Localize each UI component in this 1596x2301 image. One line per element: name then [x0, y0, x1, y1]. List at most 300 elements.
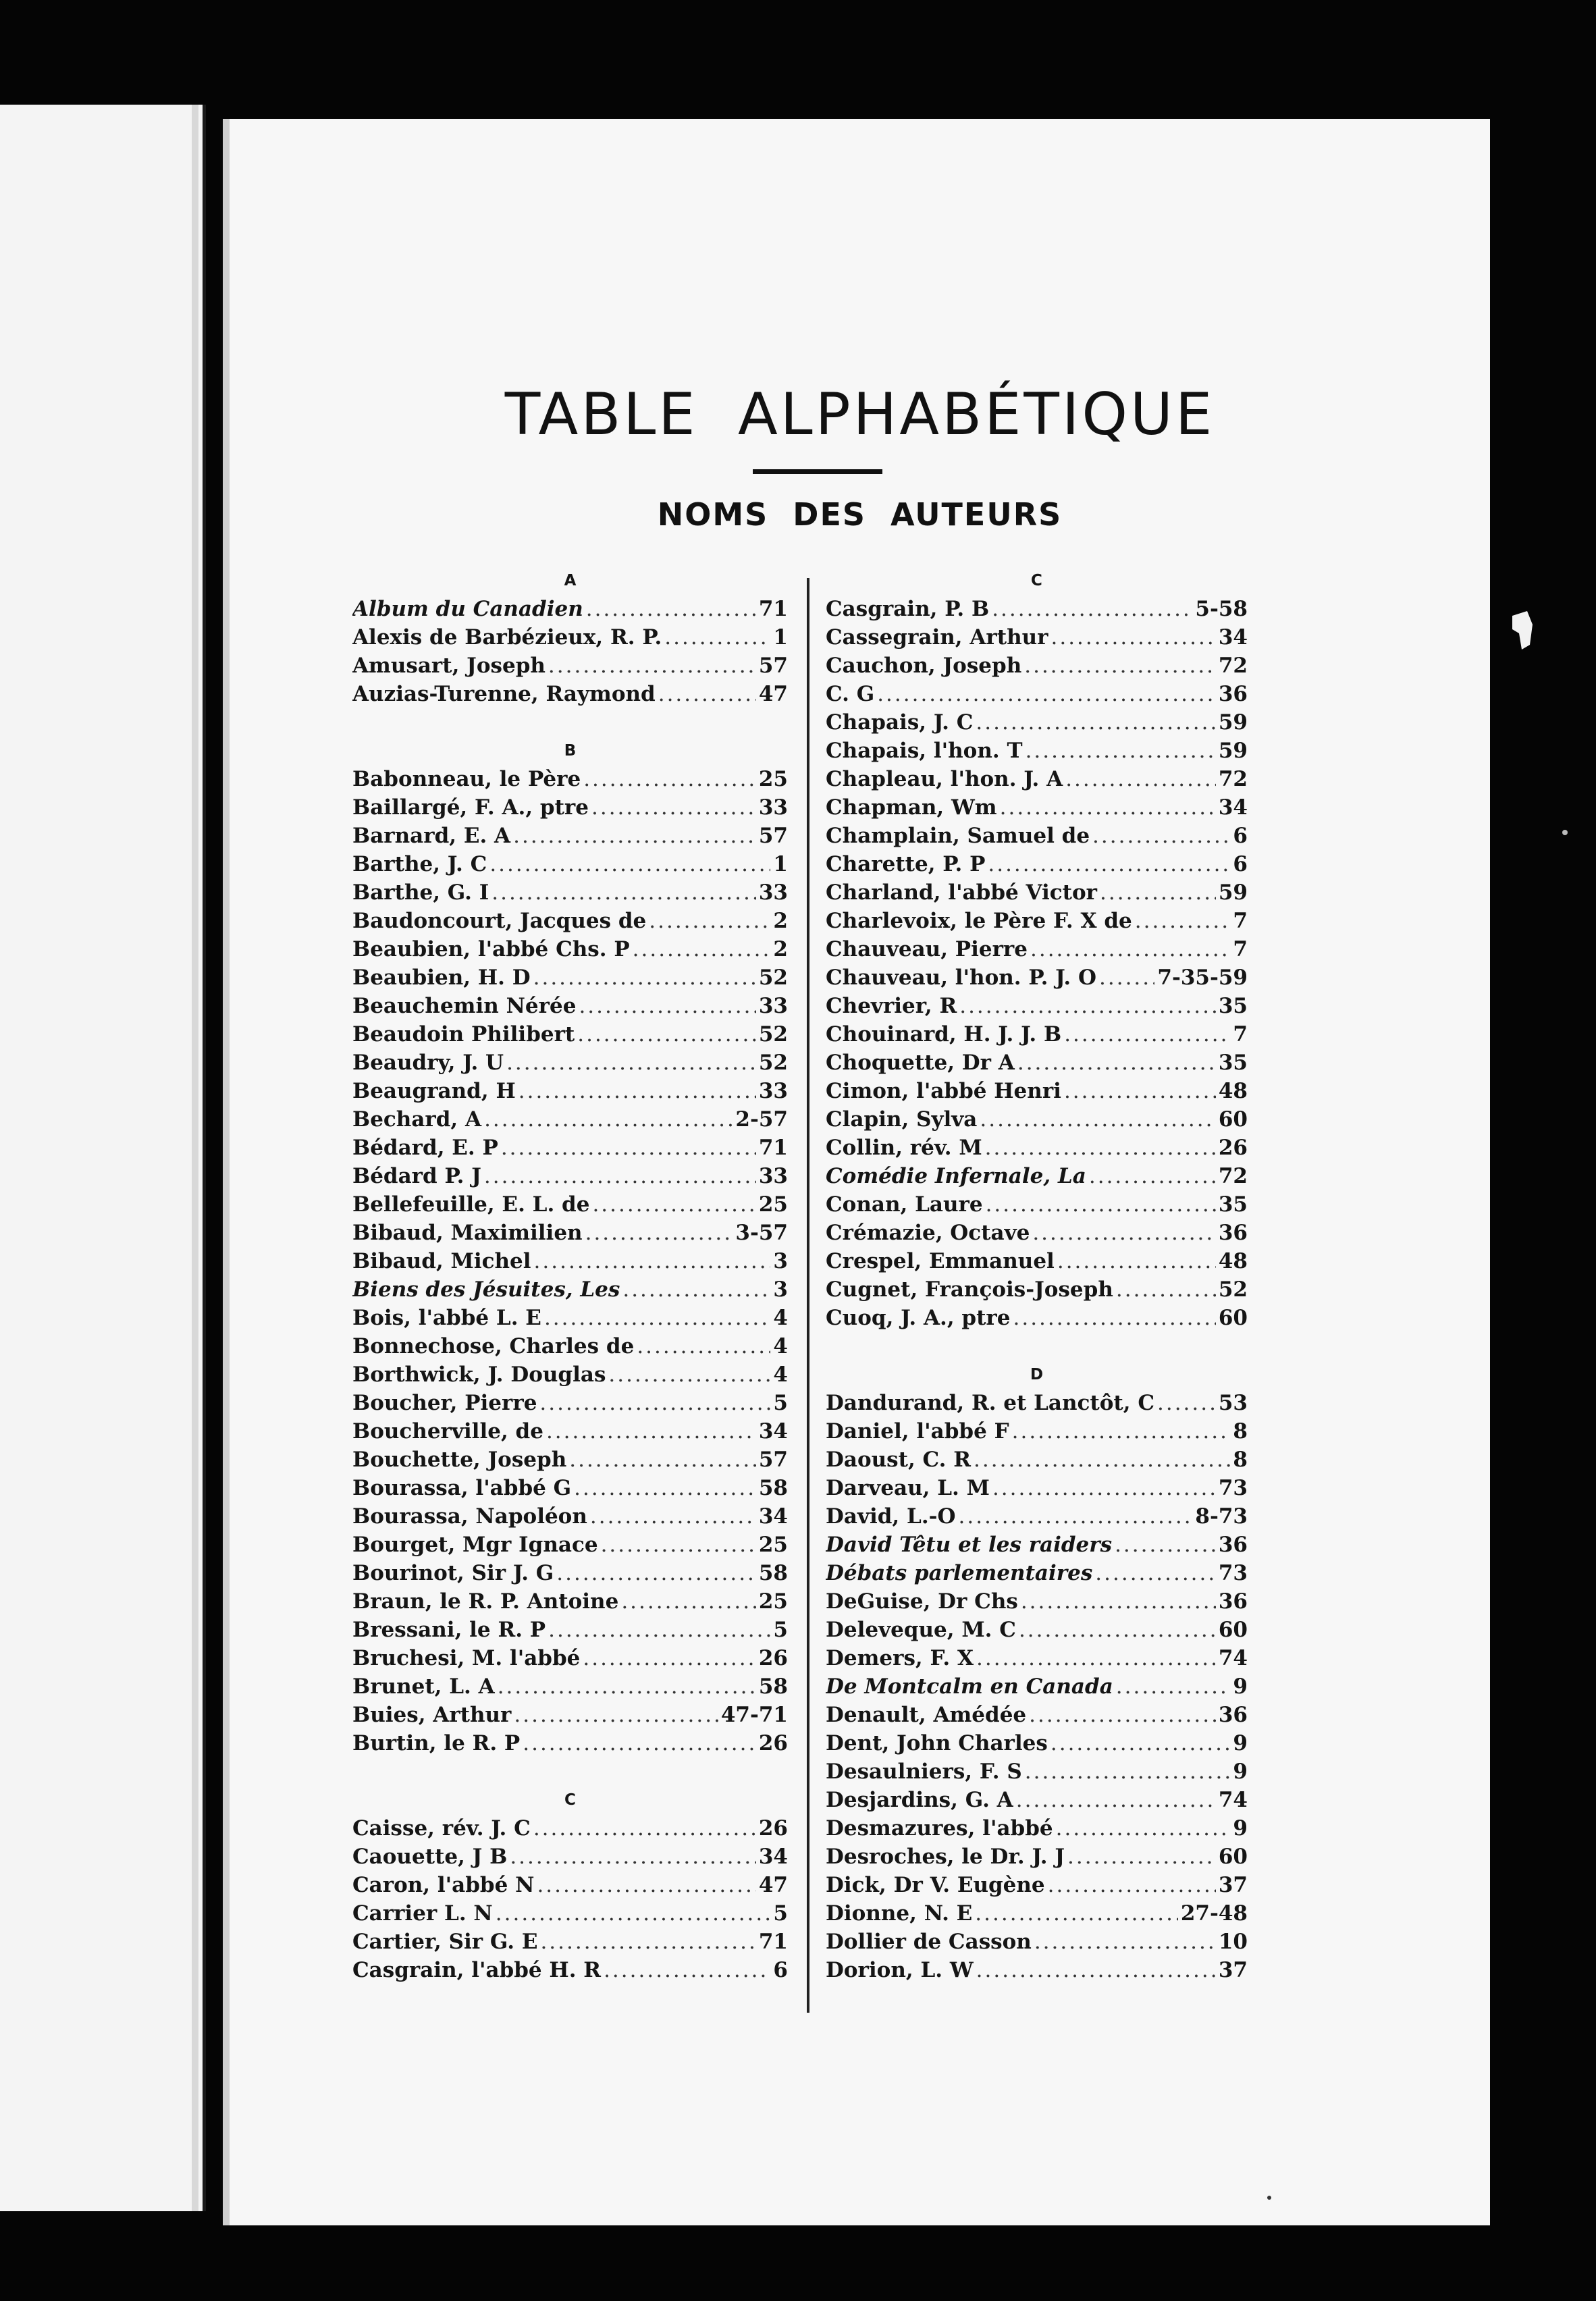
author-name: Bourassa, l'abbé G [352, 1476, 572, 1500]
author-name: Dick, Dr V. Eugène [826, 1873, 1045, 1897]
section-gap [826, 1332, 1248, 1360]
author-name: Daoust, C. R [826, 1448, 972, 1472]
document-page [223, 119, 1490, 2225]
index-entry [352, 1077, 788, 1105]
index-entry [352, 1360, 788, 1389]
dot-leader [548, 652, 756, 680]
author-name: Desroches, le Dr. J. J [826, 1845, 1065, 1869]
author-name: Bellefeuille, E. L. de [352, 1192, 590, 1217]
dot-leader [484, 1105, 733, 1134]
page-number: 34 [758, 1845, 788, 1869]
dot-leader [959, 992, 1216, 1020]
index-entry [352, 1332, 788, 1360]
index-entry [352, 822, 788, 850]
author-name: Bressani, le R. P [352, 1618, 546, 1642]
dot-leader [976, 1956, 1216, 1984]
page-number: 34 [758, 1504, 788, 1529]
dot-leader [1064, 1020, 1230, 1049]
author-name: Charette, P. P [826, 852, 986, 876]
index-entry [826, 1162, 1248, 1190]
dot-leader [1016, 1786, 1216, 1814]
dot-leader [1095, 1559, 1216, 1587]
index-entry [826, 1644, 1248, 1672]
author-name: Daniel, l'abbé F [826, 1419, 1009, 1444]
page-number: 71 [758, 1930, 788, 1954]
dot-leader [980, 1105, 1215, 1134]
dot-leader [992, 1474, 1216, 1502]
dot-leader [501, 1134, 756, 1162]
index-entry [826, 1077, 1248, 1105]
author-name: Bibaud, Maximilien [352, 1221, 583, 1245]
page-number: 2 [773, 937, 788, 961]
dot-leader [539, 1389, 770, 1417]
index-entry [826, 1417, 1248, 1446]
page-number: 2-57 [735, 1107, 788, 1132]
section-gap [352, 1757, 788, 1786]
author-name: Bechard, A [352, 1107, 482, 1132]
page-number: 48 [1218, 1249, 1248, 1273]
author-name: De Montcalm en Canada [826, 1674, 1113, 1699]
dot-leader [622, 1275, 770, 1304]
index-entry [352, 1134, 788, 1162]
page-number: 35 [1218, 1192, 1248, 1217]
page-number: 27-48 [1180, 1901, 1248, 1926]
index-entry [352, 963, 788, 992]
author-name: Deleveque, M. C [826, 1618, 1016, 1642]
author-name: Barthe, J. C [352, 852, 487, 876]
index-entry [826, 1928, 1248, 1956]
index-entry [826, 935, 1248, 963]
dot-leader [1025, 1757, 1231, 1786]
index-entry [352, 1247, 788, 1275]
index-entry [352, 1559, 788, 1587]
page-number: 8 [1233, 1448, 1248, 1472]
page-number: 7-35-59 [1157, 966, 1248, 990]
index-entry [352, 1871, 788, 1899]
dot-leader [533, 963, 756, 992]
dot-leader [548, 1616, 770, 1644]
page-number: 7 [1233, 1022, 1248, 1047]
author-name: Chapais, l'hon. T [826, 739, 1023, 763]
page-number: 36 [1218, 1533, 1248, 1557]
section-letter: C [564, 1791, 576, 1809]
author-name: Chauveau, l'hon. P. J. O [826, 966, 1097, 990]
dot-leader [1089, 1162, 1216, 1190]
dot-leader [1026, 737, 1216, 765]
index-entry [826, 907, 1248, 935]
author-name: Burtin, le R. P [352, 1731, 521, 1755]
index-entry [826, 963, 1248, 992]
author-name: Auzias-Turenne, Raymond [352, 682, 656, 706]
page-number: 33 [758, 994, 788, 1018]
author-name: Biens des Jésuites, Les [352, 1277, 620, 1302]
index-entry [826, 850, 1248, 878]
index-entry [352, 1020, 788, 1049]
index-entry [826, 1247, 1248, 1275]
index-entry [352, 1843, 788, 1871]
page-number: 47 [758, 1873, 788, 1897]
author-name: Débats parlementaires [826, 1561, 1093, 1585]
index-entry [352, 1502, 788, 1531]
dot-leader [513, 822, 756, 850]
page-number: 5-58 [1195, 597, 1248, 621]
dot-leader [484, 1162, 756, 1190]
column-divider [807, 578, 809, 2013]
author-name: Cugnet, François-Joseph [826, 1277, 1113, 1302]
author-name: Album du Canadien [352, 597, 583, 621]
page-number: 36 [1218, 1703, 1248, 1727]
dot-leader [489, 850, 770, 878]
author-name: Bruchesi, M. l'abbé [352, 1646, 581, 1670]
page-number: 9 [1233, 1731, 1248, 1755]
author-name: Desaulniers, F. S [826, 1760, 1022, 1784]
page-number: 74 [1218, 1646, 1248, 1670]
page-number: 33 [758, 1164, 788, 1188]
dot-leader [491, 878, 756, 907]
dot-leader [1115, 1531, 1216, 1559]
dot-leader [506, 1049, 756, 1077]
dot-leader [1012, 1417, 1231, 1446]
page-number: 72 [1218, 1164, 1248, 1188]
dot-leader [958, 1502, 1192, 1531]
author-name: Collin, rév. M [826, 1136, 982, 1160]
page-number: 9 [1233, 1760, 1248, 1784]
author-name: Bourget, Mgr Ignace [352, 1533, 598, 1557]
page-number: 58 [758, 1561, 788, 1585]
index-entry [352, 1190, 788, 1219]
dot-leader [523, 1729, 756, 1757]
dot-leader [1034, 1928, 1216, 1956]
author-name: Conan, Laure [826, 1192, 983, 1217]
dot-leader [637, 1332, 770, 1360]
dot-leader [1135, 907, 1231, 935]
dot-leader [1032, 1219, 1216, 1247]
page-number: 5 [773, 1391, 788, 1415]
index-entry [826, 1729, 1248, 1757]
author-name: Charlevoix, le Père F. X de [826, 909, 1132, 933]
index-entry [826, 793, 1248, 822]
index-entry [826, 1843, 1248, 1871]
page-number: 57 [758, 654, 788, 678]
author-name: Casgrain, P. B [826, 597, 990, 621]
dot-leader [1056, 1814, 1231, 1843]
author-name: Comédie Infernale, La [826, 1164, 1086, 1188]
author-name: Bourassa, Napoléon [352, 1504, 587, 1529]
page-number: 1 [773, 852, 788, 876]
dot-leader [514, 1701, 718, 1729]
author-name: Baudoncourt, Jacques de [352, 909, 647, 933]
index-entry [352, 1644, 788, 1672]
dot-leader [583, 1644, 756, 1672]
dot-leader [1116, 1275, 1216, 1304]
page-number: 35 [1218, 994, 1248, 1018]
dot-leader [974, 1446, 1230, 1474]
page-number: 10 [1218, 1930, 1248, 1954]
dot-leader [498, 1672, 756, 1701]
dot-leader [583, 765, 756, 793]
page-number: 4 [773, 1363, 788, 1387]
page-number: 59 [1218, 710, 1248, 735]
page-number: 25 [758, 1589, 788, 1614]
dot-leader [992, 595, 1192, 623]
page-number: 48 [1218, 1079, 1248, 1103]
author-name: Beaudoin Philibert [352, 1022, 575, 1047]
author-name: Brunet, L. A [352, 1674, 495, 1699]
page-number: 60 [1218, 1845, 1248, 1869]
author-name: Bouchette, Joseph [352, 1448, 567, 1472]
page-number: 9 [1233, 1816, 1248, 1841]
page-number: 26 [758, 1731, 788, 1755]
dot-leader [1017, 1049, 1216, 1077]
author-name: Bédard, E. P [352, 1136, 498, 1160]
author-name: Casgrain, l'abbé H. R [352, 1958, 602, 1982]
dot-leader [633, 935, 771, 963]
author-name: Dent, John Charles [826, 1731, 1048, 1755]
index-entry [352, 1389, 788, 1417]
dot-leader [496, 1899, 771, 1928]
index-entry [826, 623, 1248, 652]
dot-leader [569, 1446, 756, 1474]
author-name: Caouette, J B [352, 1845, 508, 1869]
page-number: 35 [1218, 1051, 1248, 1075]
page-number: 8 [1233, 1419, 1248, 1444]
page-number: 59 [1218, 739, 1248, 763]
dot-leader [976, 708, 1215, 737]
index-entry [826, 680, 1248, 708]
page-number: 47-71 [720, 1703, 788, 1727]
index-entry [352, 680, 788, 708]
section-gap [352, 708, 788, 737]
index-entry [352, 623, 788, 652]
page-number: 72 [1218, 654, 1248, 678]
author-name: Choquette, Dr A [826, 1051, 1015, 1075]
page-number: 58 [758, 1674, 788, 1699]
section-letter: D [1030, 1366, 1044, 1383]
author-name: Bonnechose, Charles de [352, 1334, 635, 1358]
dot-leader [1092, 822, 1230, 850]
index-entry [826, 1219, 1248, 1247]
page-number: 4 [773, 1334, 788, 1358]
dot-leader [579, 992, 755, 1020]
page-number: 7 [1233, 909, 1248, 933]
author-name: Dollier de Casson [826, 1930, 1032, 1954]
page-number: 26 [758, 1816, 788, 1841]
page-number: 71 [758, 597, 788, 621]
page-number: 5 [773, 1618, 788, 1642]
dot-leader [664, 623, 770, 652]
index-entry [826, 708, 1248, 737]
dot-leader [1065, 765, 1216, 793]
author-name: Beaubien, l'abbé Chs. P [352, 937, 630, 961]
dot-leader [1050, 1729, 1231, 1757]
dot-leader [518, 1077, 756, 1105]
page-number: 8-73 [1195, 1504, 1248, 1529]
dot-leader [540, 1928, 755, 1956]
page-number: 52 [758, 1051, 788, 1075]
dot-leader [604, 1956, 770, 1984]
page-number: 25 [758, 767, 788, 791]
author-name: Bibaud, Michel [352, 1249, 531, 1273]
page-number: 57 [758, 1448, 788, 1472]
index-entry [826, 992, 1248, 1020]
index-entry [826, 1134, 1248, 1162]
author-name: Charland, l'abbé Victor [826, 880, 1098, 905]
author-name: Chapais, J. C [826, 710, 974, 735]
dot-leader [649, 907, 770, 935]
index-entry [826, 595, 1248, 623]
dot-leader [510, 1843, 756, 1871]
page-number: 59 [1218, 880, 1248, 905]
dot-leader [1000, 793, 1216, 822]
author-name: Cauchon, Joseph [826, 654, 1022, 678]
page-number: 3 [773, 1277, 788, 1302]
index-entry [826, 737, 1248, 765]
page-number: 33 [758, 880, 788, 905]
index-entry [352, 1672, 788, 1701]
author-name: Babonneau, le Père [352, 767, 581, 791]
index-entry [826, 1502, 1248, 1531]
page-number: 72 [1218, 767, 1248, 791]
index-entry [826, 1020, 1248, 1049]
author-name: Chapman, Wm [826, 795, 997, 820]
index-entry [826, 822, 1248, 850]
author-name: Barthe, G. I [352, 880, 489, 905]
page-number: 37 [1218, 1873, 1248, 1897]
author-name: Caisse, rév. J. C [352, 1816, 531, 1841]
dot-leader [1116, 1672, 1231, 1701]
index-entry [352, 1474, 788, 1502]
index-entry [352, 793, 788, 822]
page-subtitle: NOMS DES AUTEURS [657, 496, 1063, 533]
page-number: 25 [758, 1192, 788, 1217]
page-number: 60 [1218, 1107, 1248, 1132]
section-letter: B [564, 742, 577, 760]
facing-page-edge [0, 105, 206, 2211]
author-name: Amusart, Joseph [352, 654, 546, 678]
author-name: Cuoq, J. A., ptre [826, 1306, 1011, 1330]
author-name: Darveau, L. M [826, 1476, 990, 1500]
page-number: 3-57 [735, 1221, 788, 1245]
author-name: Denault, Amédée [826, 1703, 1027, 1727]
index-column-right [826, 566, 1248, 1984]
page-number: 74 [1218, 1788, 1248, 1812]
author-name: Dandurand, R. et Lanctôt, C [826, 1391, 1154, 1415]
page-number: 36 [1218, 1221, 1248, 1245]
index-entry [826, 1956, 1248, 1984]
index-entry [352, 1531, 788, 1559]
index-entry [352, 1446, 788, 1474]
index-entry [826, 1559, 1248, 1587]
index-entry [352, 850, 788, 878]
author-name: Bédard P. J [352, 1164, 481, 1188]
index-column-left [352, 566, 788, 1984]
author-name: Crespel, Emmanuel [826, 1249, 1055, 1273]
dot-leader [1157, 1389, 1216, 1417]
author-name: Chevrier, R [826, 994, 957, 1018]
dot-leader [986, 1190, 1216, 1219]
page-number: 58 [758, 1476, 788, 1500]
index-entry [352, 1956, 788, 1984]
dot-leader [1019, 1616, 1216, 1644]
dot-leader [574, 1474, 756, 1502]
page-number: 3 [773, 1249, 788, 1273]
dot-leader [556, 1559, 756, 1587]
page-title: TABLE ALPHABÉTIQUE [504, 381, 1215, 448]
author-name: David Têtu et les raiders [826, 1533, 1113, 1557]
author-name: DeGuise, Dr Chs [826, 1589, 1018, 1614]
dust-speck [1562, 830, 1568, 835]
dot-leader [592, 1190, 755, 1219]
paper-fragment-speck [1512, 611, 1533, 650]
page-number: 6 [773, 1958, 788, 1982]
author-name: Chapleau, l'hon. J. A [826, 767, 1063, 791]
dot-leader [1029, 1701, 1216, 1729]
author-name: Alexis de Barbézieux, R. P. [352, 625, 662, 650]
dot-leader [658, 680, 756, 708]
dot-leader [988, 850, 1230, 878]
index-entry [352, 1587, 788, 1616]
title-rule [753, 469, 882, 474]
author-name: Beaubien, H. D [352, 966, 531, 990]
page-number: 73 [1218, 1561, 1248, 1585]
dot-leader [1013, 1304, 1215, 1332]
dot-leader [591, 793, 756, 822]
index-entry [352, 1219, 788, 1247]
page-number: 60 [1218, 1306, 1248, 1330]
dot-leader [1030, 935, 1230, 963]
dot-leader [1051, 623, 1216, 652]
author-name: Beauchemin Nérée [352, 994, 577, 1018]
page-number: 33 [758, 1079, 788, 1103]
dot-leader [537, 1871, 755, 1899]
author-name: C. G [826, 682, 875, 706]
author-name: Champlain, Samuel de [826, 824, 1090, 848]
page-number: 2 [773, 909, 788, 933]
index-entry [352, 1729, 788, 1757]
author-name: Clapin, Sylva [826, 1107, 978, 1132]
author-name: Borthwick, J. Douglas [352, 1363, 606, 1387]
index-entry [826, 1701, 1248, 1729]
index-entry [352, 1049, 788, 1077]
dot-leader [1099, 963, 1154, 992]
page-number: 37 [1218, 1958, 1248, 1982]
author-name: Desjardins, G. A [826, 1788, 1013, 1812]
index-entry [352, 1105, 788, 1134]
page-number: 47 [758, 682, 788, 706]
author-name: Buies, Arthur [352, 1703, 512, 1727]
page-number: 34 [1218, 625, 1248, 650]
index-entry [352, 1814, 788, 1843]
dot-leader [534, 1247, 771, 1275]
author-name: Barnard, E. A [352, 824, 511, 848]
index-entry [826, 1786, 1248, 1814]
author-name: Beaudry, J. U [352, 1051, 504, 1075]
page-number: 26 [1218, 1136, 1248, 1160]
dot-leader [586, 595, 756, 623]
page-number: 6 [1233, 824, 1248, 848]
section-letter: A [564, 572, 577, 589]
author-name: Demers, F. X [826, 1646, 974, 1670]
index-entry [826, 1389, 1248, 1417]
dot-leader [985, 1134, 1216, 1162]
dot-leader [1021, 1587, 1216, 1616]
author-name: Boucherville, de [352, 1419, 543, 1444]
index-entry [826, 1672, 1248, 1701]
page-number: 6 [1233, 852, 1248, 876]
dot-leader [577, 1020, 756, 1049]
section-letter: C [1031, 572, 1042, 589]
dot-leader [533, 1814, 756, 1843]
